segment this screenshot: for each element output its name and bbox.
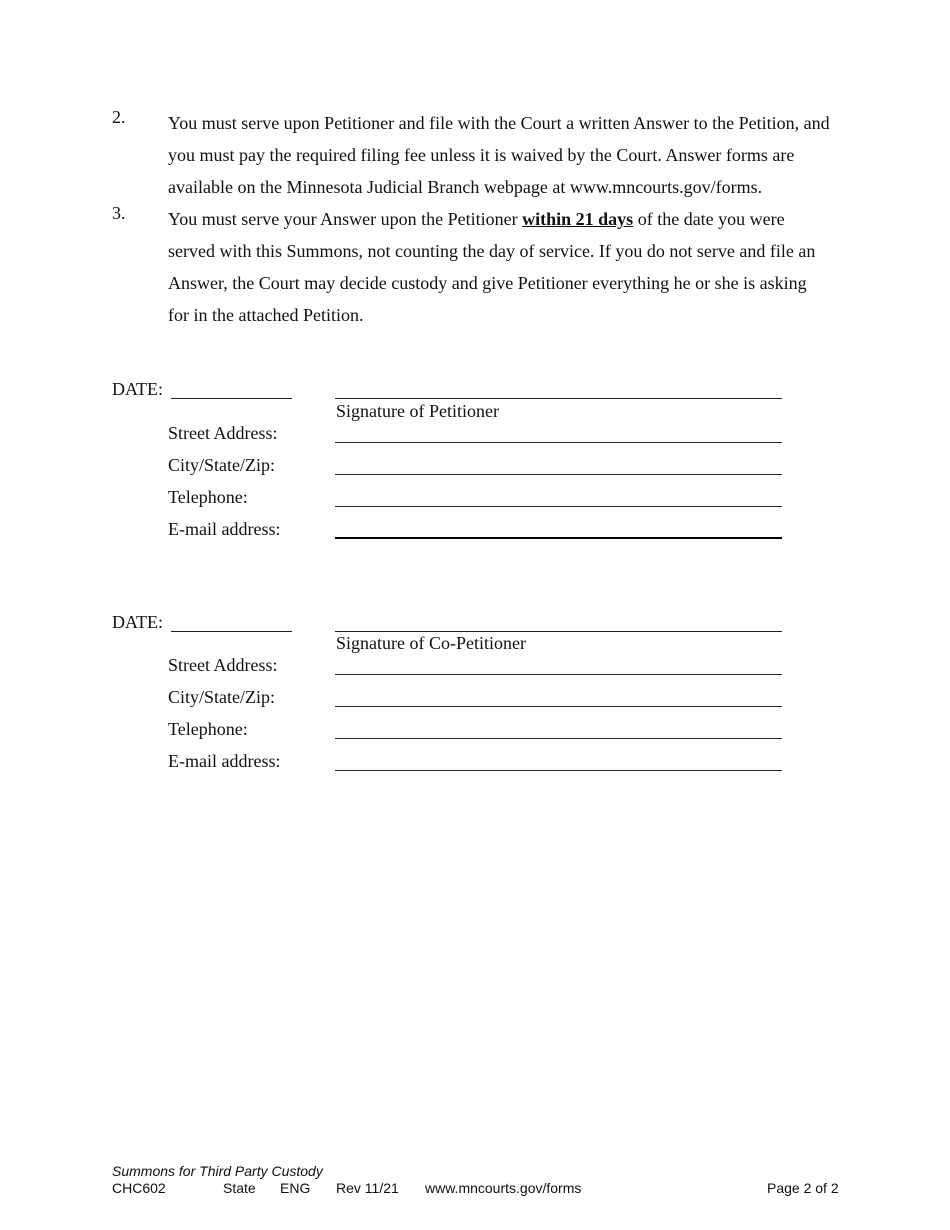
item-text-end: of the date you were served with this Summons, not counting the day of service. If you do not serve and file an Answer, the Court may decide custody and give Petitioner everything he or she is asking for in the attached Petition. <box>168 209 816 325</box>
item-number: 2. <box>112 107 126 127</box>
telephone-label: Telephone: <box>168 487 248 507</box>
signature-caption: Signature of Petitioner <box>336 401 499 421</box>
language: ENG <box>280 1180 311 1196</box>
item-number: 3. <box>112 203 126 223</box>
item-text <box>168 203 832 331</box>
telephone-field[interactable] <box>335 506 782 507</box>
street-address-field[interactable] <box>335 442 782 443</box>
page-number: Page 2 of 2 <box>767 1180 839 1196</box>
date-field[interactable] <box>171 631 292 632</box>
street-address-label: Street Address: <box>168 423 278 443</box>
telephone-label: Telephone: <box>168 719 248 739</box>
email-label: E-mail address: <box>168 751 281 771</box>
co-petitioner-signature-line[interactable] <box>335 631 782 632</box>
date-label: DATE: <box>112 612 163 632</box>
forms-website: www.mncourts.gov/forms <box>425 1180 582 1196</box>
instruction-item-3 <box>112 203 832 331</box>
form-code: CHC602 <box>112 1180 166 1196</box>
item-text-start: You must serve your Answer upon the Petitioner <box>168 209 523 229</box>
revision: Rev 11/21 <box>336 1180 399 1196</box>
city-state-zip-field[interactable] <box>335 706 782 707</box>
email-field[interactable] <box>335 537 782 539</box>
email-label: E-mail address: <box>168 519 281 539</box>
form-title: Summons for Third Party Custody <box>112 1163 323 1179</box>
street-address-field[interactable] <box>335 674 782 675</box>
signature-caption: Signature of Co-Petitioner <box>336 633 526 653</box>
city-state-zip-field[interactable] <box>335 474 782 475</box>
city-state-zip-label: City/State/Zip: <box>168 455 275 475</box>
date-label: DATE: <box>112 379 163 399</box>
instruction-item-2 <box>112 107 832 203</box>
telephone-field[interactable] <box>335 738 782 739</box>
item-text: You must serve upon Petitioner and file with the Court a written Answer to the Petition, and you must pay the required filing fee unless it is waived by the Court. Answer forms are available on the Minnesota Judicial Branch webpage at www.mncourts.gov/forms. <box>168 113 830 197</box>
email-field[interactable] <box>335 770 782 771</box>
petitioner-signature-line[interactable] <box>335 398 782 399</box>
date-field[interactable] <box>171 398 292 399</box>
deadline-emphasis: within 21 days <box>522 209 634 229</box>
city-state-zip-label: City/State/Zip: <box>168 687 275 707</box>
jurisdiction: State <box>223 1180 256 1196</box>
street-address-label: Street Address: <box>168 655 278 675</box>
